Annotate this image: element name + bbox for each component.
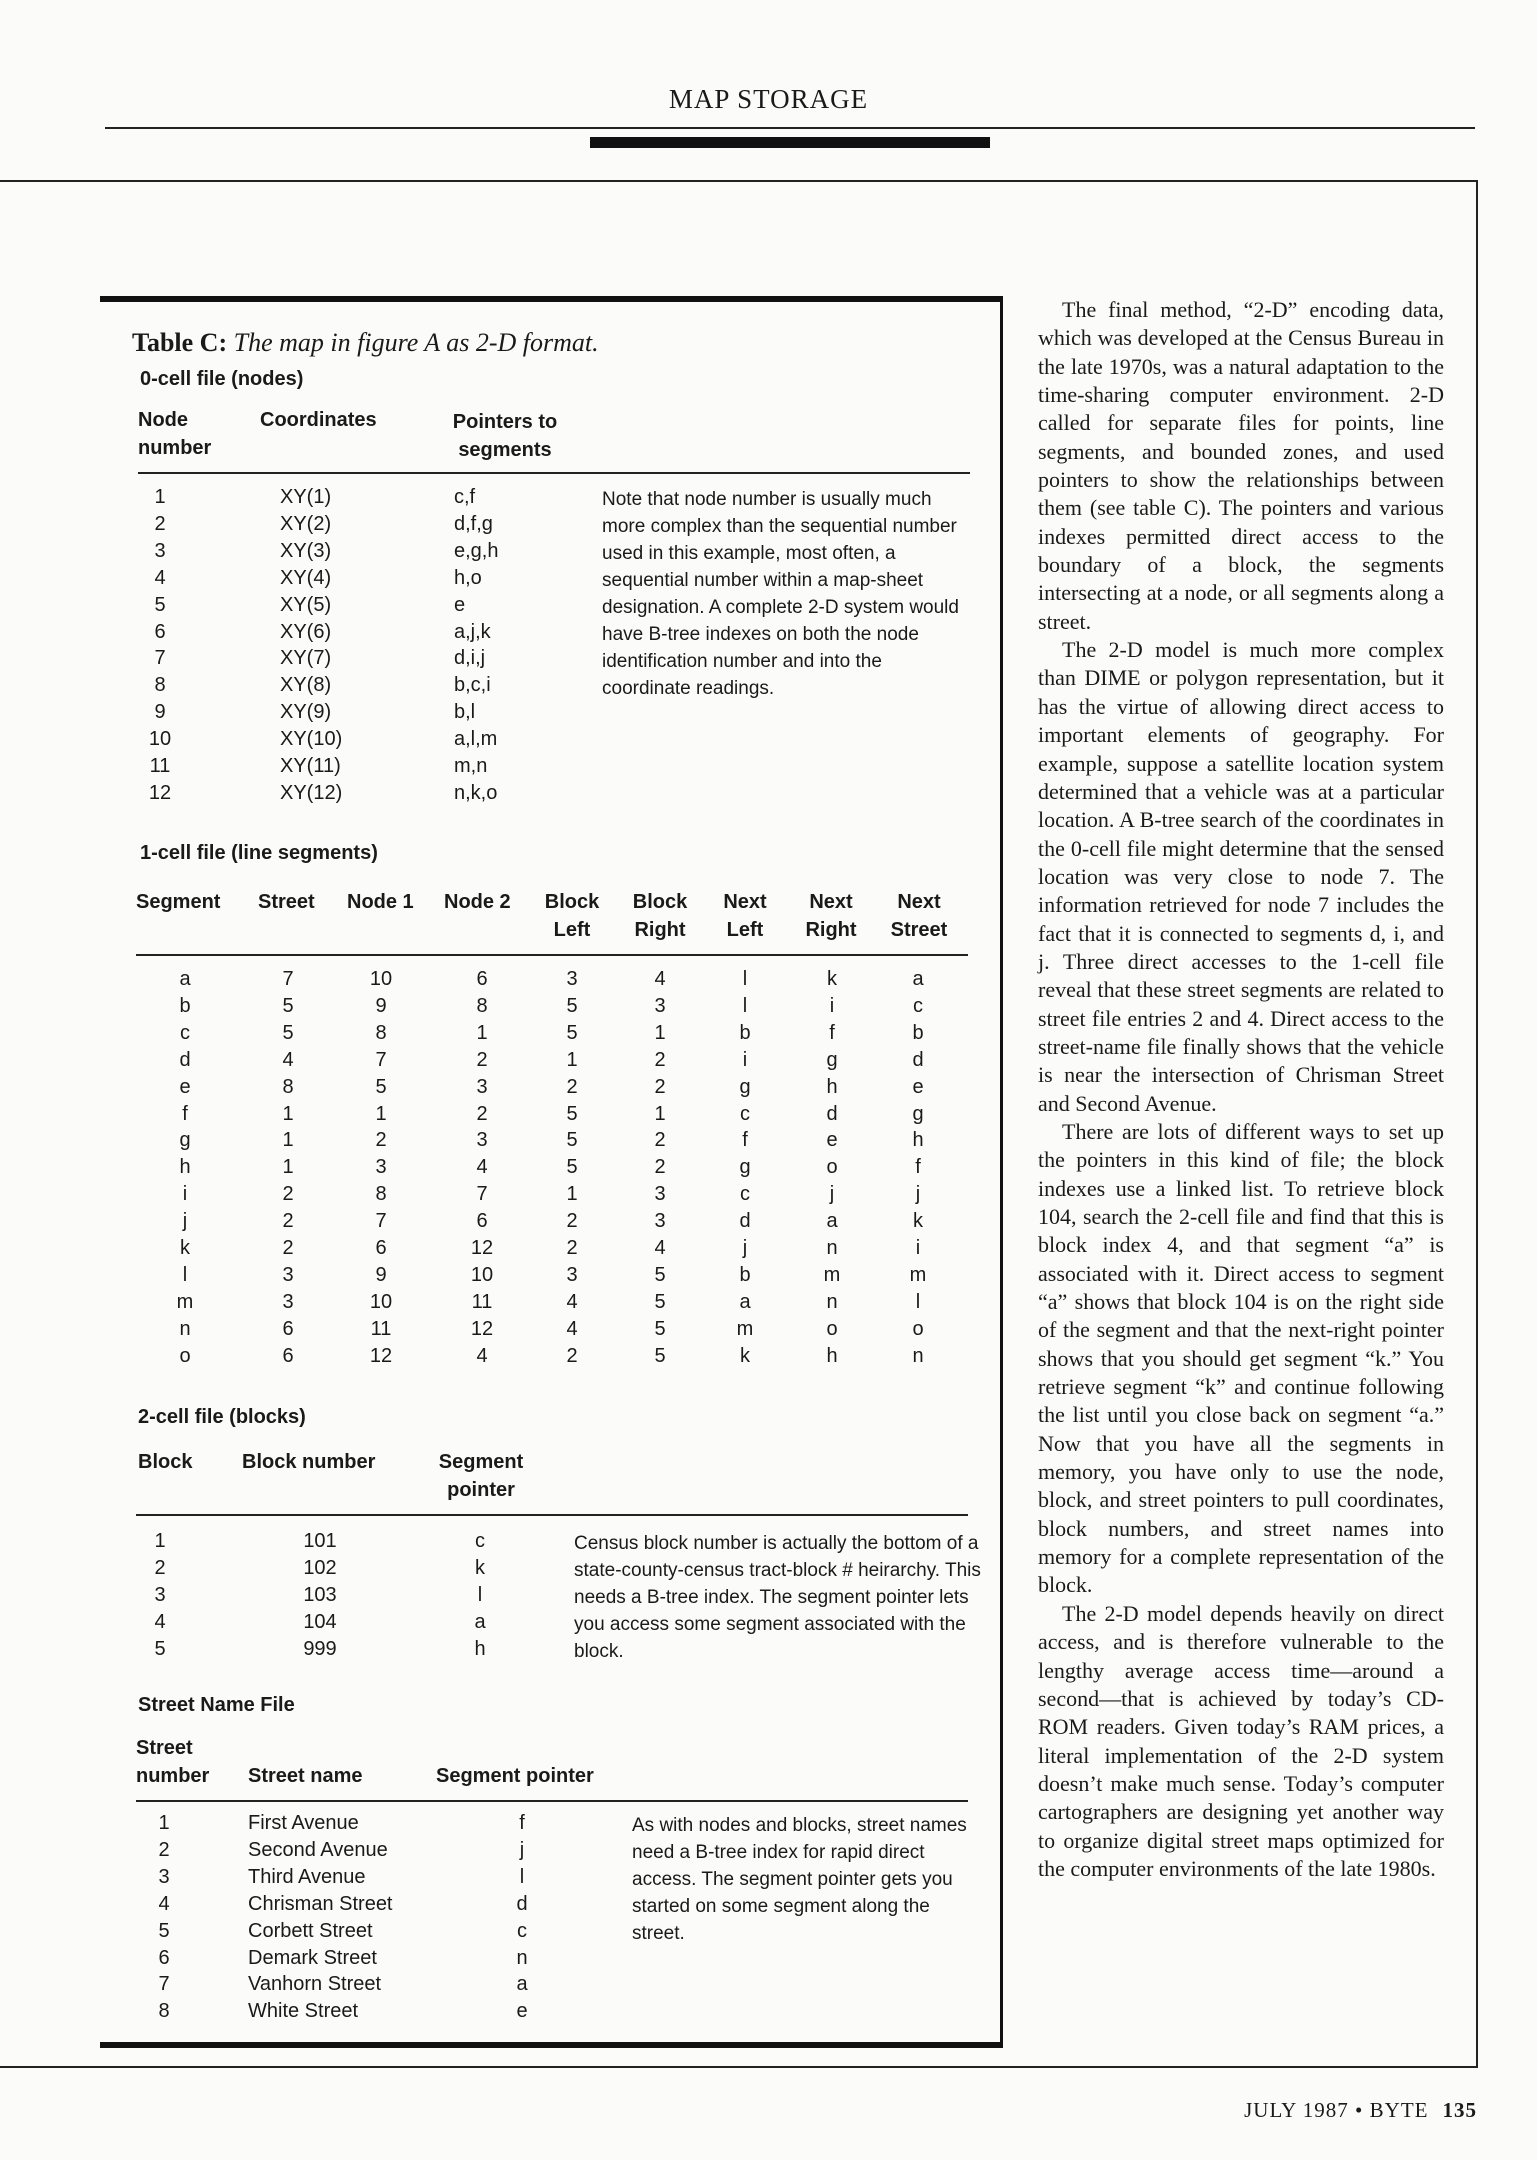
street-file-rule xyxy=(136,1800,968,1802)
coordinates-header: Coordinates xyxy=(260,409,377,431)
block-file-title: 2-cell file (blocks) xyxy=(138,1406,306,1428)
header-thick-rule xyxy=(590,137,990,148)
block-right-column: 4 3 1 2 2 1 2 2 3 3 4 5 5 5 5 xyxy=(654,968,666,1367)
table-caption xyxy=(132,328,599,358)
street-segment-pointer-column: f j l d c n a e xyxy=(516,1812,528,2023)
article-paragraph: The 2-D model depends heavily on direct access, and is therefore vulnerable to the lengthy average access time—around a second—that is achieved by today’s CD-ROM readers. Given today’s RAM prices, a literal implementation of the 2-D system doesn’t make much sense. Today’s computer cartographers are designing yet another way to organize digital street maps optimized for the computer environments of the late 1980s. xyxy=(1038,1600,1444,1881)
block-left-column: 3 5 5 1 2 5 5 5 1 2 2 3 4 4 2 xyxy=(566,968,578,1367)
street-header: Street xyxy=(258,891,315,913)
next-right-column: k i f g h d e o j a n m n o h xyxy=(823,968,841,1367)
article-paragraph: The final method, “2-D” encoding data, which was developed at the Census Bureau in the late 1970s, was a natural adaptation to the time-sharing computer environment. 2-D called for separate files for points, line segments, and bounded zones, and used pointers to show the relationships between them (see table C). The pointers and various indexes permitted direct access to the boundary of a block, the segments intersecting at a node, or all segments along a street. xyxy=(1038,297,1444,634)
article-paragraph: There are lots of different ways to set up the pointers in this kind of file; the block indexes use a linked list. To retrieve block 104, search the 2-cell file and find that this is block index 4, and that segment “a” is associated with it. Direct access to segment “a” shows that block 104 is on the right side of the segment and that the next-right pointer shows that you should get segment “k.” You retrieve segment “k” and continue following the list until you close back on segment “a.” Now that you have all the segments in memory, you have only to use the node, block, and street pointers to pull coordinates, block numbers, and street names into memory for a complete representation of the block. xyxy=(1038,1118,1444,1598)
running-header: MAP STORAGE xyxy=(668,84,869,114)
node2-header: Node 2 xyxy=(444,891,511,913)
segment-column: a b c d e f g h i j k l m n o xyxy=(176,968,194,1367)
table-c xyxy=(100,296,1003,2048)
street-name-header: Street name xyxy=(248,1765,363,1787)
block-segment-pointer-header: Segment pointer xyxy=(438,1451,524,1501)
content-top-rule xyxy=(0,180,1477,182)
next-right-header: Next Right xyxy=(805,891,857,941)
street-name-column: First Avenue Second Avenue Third Avenue Chrisman Street Corbett Street Demark Street Vanhorn Street White Street xyxy=(248,1812,393,2023)
pointers-column: c,f d,f,g e,g,h h,o e a,j,k d,i,j b,c,i b,l a,l,m m,n n,k,o xyxy=(454,486,499,804)
street-column: 7 5 5 4 8 1 1 1 2 2 2 3 3 6 6 xyxy=(282,968,294,1367)
block-column: 1 2 3 4 5 xyxy=(154,1530,166,1660)
content-bottom-rule xyxy=(0,2066,1478,2068)
footer-issue: JULY 1987 • BYTE xyxy=(1244,2098,1429,2122)
next-street-header: Next Street xyxy=(890,891,948,941)
frame-right-rule xyxy=(1476,180,1478,2068)
node1-column: 10 9 8 7 5 1 2 3 8 7 6 9 10 11 12 xyxy=(369,968,393,1367)
segment-file-title: 1-cell file (line segments) xyxy=(140,842,378,864)
next-street-column: a c b d e g h f j k i m l o n xyxy=(909,968,927,1367)
article-paragraph: The 2-D model is much more complex than DIME or polygon representation, but it has the virtue of allowing direct access to important elements of geography. For example, suppose a satellite location system determined that a vehicle was at a particular location. A B-tree search of the coordinates in the 0-cell file might determine that the sensed location was very close to node 7. The information retrieved for node 7 includes the fact that it is connected to segments d, i, and j. Three direct accesses to the 1-cell file reveal that these street segments are related to street file entries 2 and 4. Direct access to the street-name file finally shows that the vehicle is near the intersection of Chrisman Street and Second Avenue. xyxy=(1038,637,1444,1116)
next-left-column: l l b i g c f g c d j b a m k xyxy=(736,968,754,1367)
node-file-rule xyxy=(138,472,970,474)
block-segment-pointer-column: c k l a h xyxy=(474,1530,486,1660)
pointers-header: Pointers to segments xyxy=(452,411,558,461)
coordinates-column: XY(1) XY(2) XY(3) XY(4) XY(5) XY(6) XY(7) XY(8) XY(9) XY(10) XY(11) XY(12) xyxy=(280,486,343,804)
header-rule xyxy=(105,127,1475,129)
page-footer xyxy=(1244,2098,1477,2123)
node1-header: Node 1 xyxy=(347,891,414,913)
street-number-header: Street number xyxy=(136,1737,210,1787)
table-caption-label: Table C: xyxy=(132,328,228,357)
node-file-title: 0-cell file (nodes) xyxy=(140,368,304,390)
street-file-title: Street Name File xyxy=(138,1694,295,1716)
block-number-header: Block number xyxy=(242,1451,376,1473)
page-number: 135 xyxy=(1442,2098,1477,2122)
block-right-header: Block Right xyxy=(632,891,688,941)
segment-header: Segment xyxy=(136,891,221,913)
segment-file-rule xyxy=(136,954,968,956)
article-column xyxy=(1038,296,1444,1883)
node-number-header: Node number xyxy=(138,409,212,459)
block-file-rule xyxy=(136,1514,968,1516)
next-left-header: Next Left xyxy=(723,891,767,941)
table-caption-text: The map in figure A as 2-D format. xyxy=(233,328,599,357)
block-number-column: 101 102 103 104 999 xyxy=(303,1530,337,1660)
node-number-column: 1 2 3 4 5 6 7 8 9 10 11 12 xyxy=(148,486,172,804)
block-file-note: Census block number is actually the bottom of a state-county-census tract-block # heirarchy. This needs a B-tree index. The segment pointer lets you access some segment associated with the block. xyxy=(574,1533,981,1662)
node2-column: 6 8 1 2 3 2 3 4 7 6 12 10 11 12 4 xyxy=(470,968,494,1367)
street-number-column: 1 2 3 4 5 6 7 8 xyxy=(158,1812,170,2023)
block-header: Block xyxy=(138,1451,193,1473)
street-segment-pointer-header: Segment pointer xyxy=(436,1765,594,1787)
block-left-header: Block Left xyxy=(544,891,600,941)
street-file-note: As with nodes and blocks, street names need a B-tree index for rapid direct access. The segment pointer gets you started on some segment along the street. xyxy=(632,1815,967,1944)
node-file-note: Note that node number is usually much more complex than the sequential number used in this example, most often, a sequential number within a map-sheet designation. A complete 2-D system would have B-tree indexes on both the node identification number and into the coordinate readings. xyxy=(602,489,959,699)
